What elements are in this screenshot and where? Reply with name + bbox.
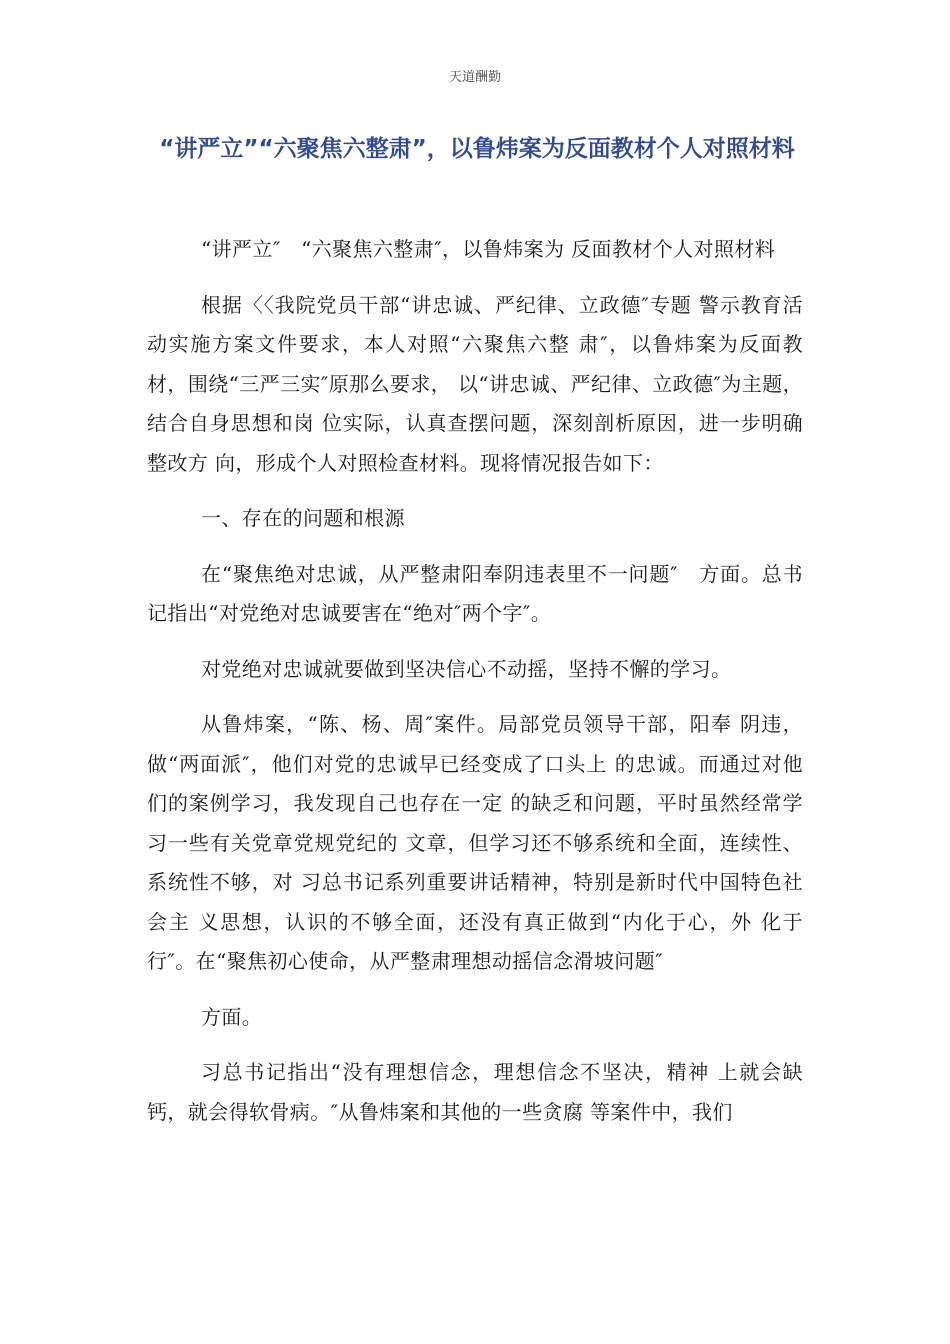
section-heading: 一、存在的问题和根源	[201, 506, 405, 530]
document-body	[147, 230, 803, 1148]
paragraph-aspect: 方面。	[201, 1004, 263, 1029]
document-title: “讲严立”“六聚焦六整肃”，以鲁炜案为反面教材个人对照材料	[159, 136, 795, 162]
paragraph-ideals: 习总书记指出“没有理想信念，理想信念不坚决，精神 上就会缺钙，就会得软骨病。″从鲁炜案和其他的一些贪腐 等案件中，我们	[147, 1060, 803, 1124]
paragraph-subtitle: “讲严立″ “六聚焦六整肃″，以鲁炜案为 反面教材个人对照材料	[201, 237, 776, 261]
page-header: 天道酬勤	[448, 70, 501, 85]
paragraph-case-study: 从鲁炜案，“陈、杨、周″案件。局部党员领导干部，阳奉 阴违，做“两面派″，他们对党的忠诚早已经变成了口头上 的忠诚。而通过对他们的案例学习，我发现自己也存在一定 的缺乏和问题，平时虽然经常学习一些有关党章党规党纪的 文章，但学习还不够系统和全面，连续性、系统性不够，对 习总书记系列重要讲话精神，特别是新时代中国特色社会主 义思想，认识的不够全面，还没有真正做到“内化于心，外 化于行″。在“聚焦初心使命，从严整肃理想动摇信念滑坡问题″	[147, 712, 803, 973]
paragraph-loyalty: 在“聚焦绝对忠诚，从严整肃阳奉阴违表里不一问题″ 方面。总书记指出“对党绝对忠诚要害在“绝对″两个字″。	[147, 561, 803, 625]
paragraph-intro: 根据〈〈我院党员干部“讲忠诚、严纪律、立政德″专题 警示教育活动实施方案文件要求，本人对照“六聚焦六整 肃″，以鲁炜案为反面教材，围绕“三严三实″原那么要求， 以“讲忠诚、严纪律、立政德″为主题，结合自身思想和岗 位实际，认真查摆问题，深刻剖析原因，进一步明确整改方 向，形成个人对照检查材料。现将情况报告如下：	[147, 292, 803, 475]
paragraph-loyalty-requirement: 对党绝对忠诚就要做到坚决信心不动摇，坚持不懈的学习。	[201, 656, 732, 681]
